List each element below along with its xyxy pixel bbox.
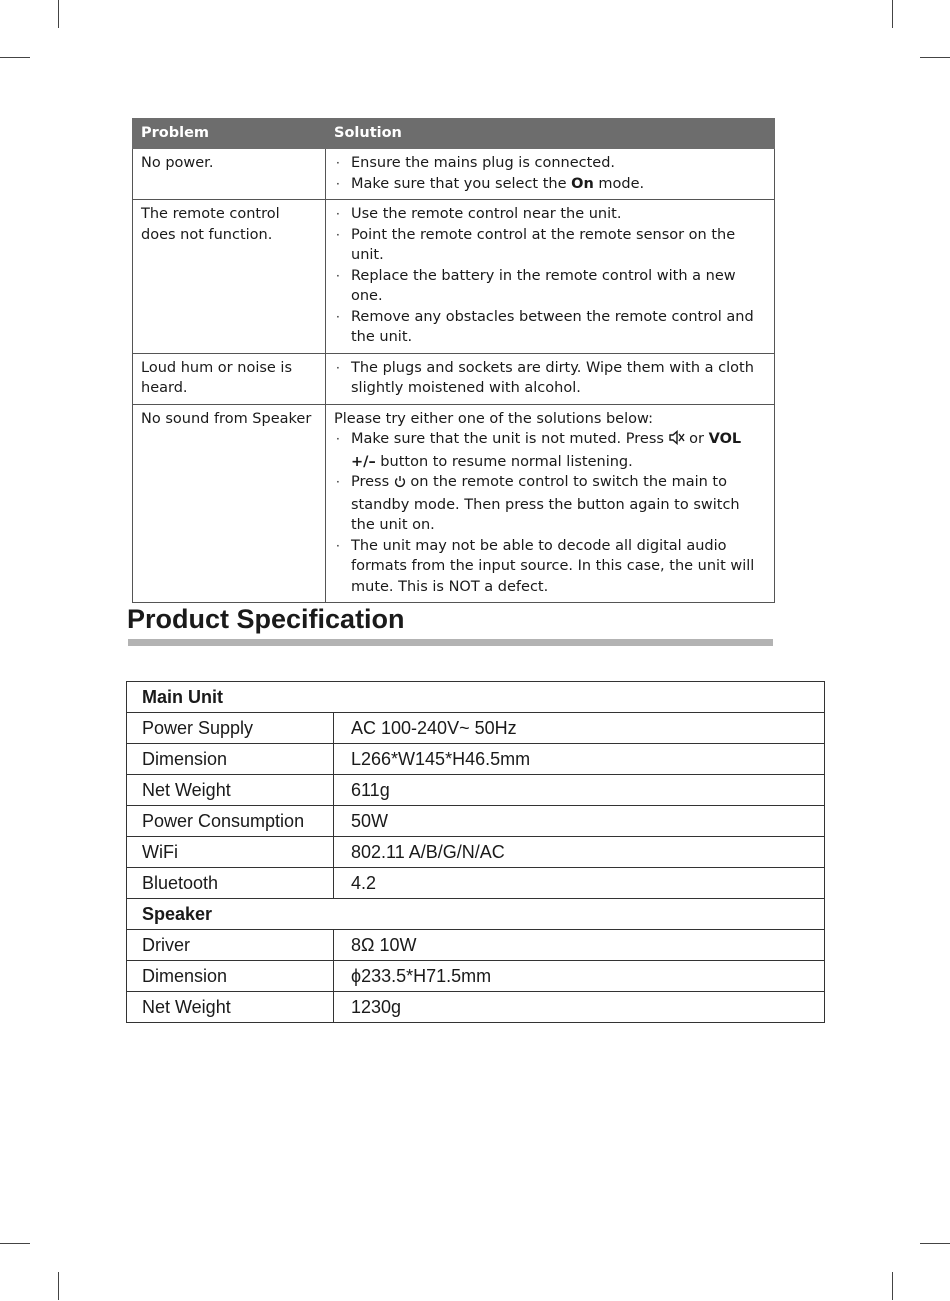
solution-text: on the remote control to switch the main to standby mode. Then press the button again to switch the unit on. bbox=[351, 474, 740, 533]
solution-item bbox=[334, 358, 766, 399]
spec-row bbox=[127, 992, 825, 1023]
solution-text: Ensure the mains plug is connected. bbox=[351, 155, 616, 171]
solution-item bbox=[334, 536, 766, 598]
spec-value: 8Ω 10W bbox=[334, 930, 825, 961]
troubleshooting-body bbox=[133, 149, 775, 603]
solution-item bbox=[334, 266, 766, 307]
problem-cell: No sound from Speaker bbox=[133, 404, 326, 603]
crop-mark bbox=[58, 0, 59, 28]
spec-title: Product Specification bbox=[127, 604, 405, 634]
spec-section-row bbox=[127, 899, 825, 930]
solution-cell bbox=[326, 200, 775, 354]
solution-text: Use the remote control near the unit. bbox=[351, 206, 622, 222]
solution-text: The unit may not be able to decode all digital audio formats from the input source. In this case, the unit will mute. This is NOT a defect. bbox=[351, 537, 755, 595]
title-underline bbox=[128, 639, 773, 646]
solution-intro: Please try either one of the solutions below: bbox=[334, 410, 653, 427]
table-row bbox=[133, 200, 775, 354]
solution-item bbox=[334, 204, 766, 225]
solution-text: Replace the battery in the remote control with a new one. bbox=[351, 267, 736, 304]
solution-list bbox=[334, 153, 766, 194]
solution-item bbox=[334, 307, 766, 348]
spec-row bbox=[127, 868, 825, 899]
spec-value: ϕ233.5*H71.5mm bbox=[334, 961, 825, 992]
crop-mark bbox=[0, 57, 30, 58]
spec-value: 1230g bbox=[334, 992, 825, 1023]
spec-section-title: Speaker bbox=[127, 899, 825, 930]
bullet-icon: · bbox=[336, 432, 340, 446]
solution-item bbox=[334, 174, 766, 195]
table-row bbox=[133, 353, 775, 404]
solution-list bbox=[334, 358, 766, 399]
spec-section-title: Main Unit bbox=[127, 682, 825, 713]
solution-keyword: On bbox=[571, 175, 594, 192]
crop-mark bbox=[58, 1272, 59, 1300]
troubleshooting-header-row bbox=[133, 119, 775, 149]
solution-text: The plugs and sockets are dirty. Wipe them with a cloth slightly moistened with alcohol. bbox=[351, 359, 754, 396]
bullet-icon: · bbox=[336, 268, 340, 283]
solution-text: or bbox=[684, 431, 709, 447]
bullet-icon: · bbox=[336, 227, 340, 242]
spec-label: Driver bbox=[127, 930, 334, 961]
solution-cell bbox=[326, 149, 775, 200]
solution-list bbox=[334, 204, 766, 348]
spec-body bbox=[127, 682, 825, 1023]
solution-text: Make sure that you select the bbox=[351, 175, 572, 192]
problem-cell: Loud hum or noise is heard. bbox=[133, 353, 326, 404]
spec-label: Net Weight bbox=[127, 992, 334, 1023]
bullet-icon: · bbox=[336, 475, 340, 489]
crop-mark bbox=[920, 57, 950, 58]
solution-text: Point the remote control at the remote sensor on the unit. bbox=[351, 226, 736, 263]
crop-mark bbox=[892, 0, 893, 28]
bullet-icon: · bbox=[336, 538, 340, 553]
spec-row bbox=[127, 961, 825, 992]
spec-value: 802.11 A/B/G/N/AC bbox=[334, 837, 825, 868]
crop-mark bbox=[0, 1243, 30, 1244]
bullet-icon: · bbox=[336, 207, 340, 221]
problem-cell: The remote control does not function. bbox=[133, 200, 326, 354]
spec-label: Power Consumption bbox=[127, 806, 334, 837]
spec-label: Power Supply bbox=[127, 713, 334, 744]
spec-value: 4.2 bbox=[334, 868, 825, 899]
spec-row bbox=[127, 744, 825, 775]
solution-list bbox=[334, 429, 766, 597]
spec-value: 50W bbox=[334, 806, 825, 837]
spec-row bbox=[127, 837, 825, 868]
spec-label: Bluetooth bbox=[127, 868, 334, 899]
troubleshooting-table bbox=[132, 118, 775, 603]
solution-cell bbox=[326, 404, 775, 603]
solution-item bbox=[334, 153, 766, 174]
solution-item bbox=[334, 429, 766, 472]
spec-label: WiFi bbox=[127, 837, 334, 868]
solution-text: Make sure that the unit is not muted. Press bbox=[351, 431, 669, 447]
bullet-icon: · bbox=[336, 309, 340, 324]
solution-text: Remove any obstacles between the remote control and the unit. bbox=[351, 308, 754, 345]
problem-cell: No power. bbox=[133, 149, 326, 200]
table-row bbox=[133, 404, 775, 603]
mute-icon bbox=[669, 430, 685, 452]
problem-header: Problem bbox=[133, 119, 326, 149]
bullet-icon: · bbox=[336, 176, 340, 191]
spec-value: L266*W145*H46.5mm bbox=[334, 744, 825, 775]
spec-label: Dimension bbox=[127, 961, 334, 992]
spec-section-row bbox=[127, 682, 825, 713]
solution-keyword: VOL +/– bbox=[351, 431, 742, 470]
table-row bbox=[133, 149, 775, 200]
crop-mark bbox=[892, 1272, 893, 1300]
spec-label: Dimension bbox=[127, 744, 334, 775]
crop-mark bbox=[920, 1243, 950, 1244]
spec-table bbox=[126, 681, 825, 1023]
solution-header: Solution bbox=[326, 119, 775, 149]
spec-row bbox=[127, 930, 825, 961]
bullet-icon: · bbox=[336, 360, 340, 375]
spec-row bbox=[127, 775, 825, 806]
solution-item bbox=[334, 225, 766, 266]
solution-cell bbox=[326, 353, 775, 404]
spec-value: 611g bbox=[334, 775, 825, 806]
solution-item bbox=[334, 472, 766, 536]
solution-text: mode. bbox=[593, 175, 645, 192]
solution-text: button to resume normal listening. bbox=[375, 453, 633, 470]
bullet-icon: · bbox=[336, 156, 340, 170]
power-icon bbox=[394, 474, 406, 495]
spec-value: AC 100-240V~ 50Hz bbox=[334, 713, 825, 744]
spec-row bbox=[127, 713, 825, 744]
solution-text: Press bbox=[351, 474, 394, 490]
spec-label: Net Weight bbox=[127, 775, 334, 806]
spec-row bbox=[127, 806, 825, 837]
